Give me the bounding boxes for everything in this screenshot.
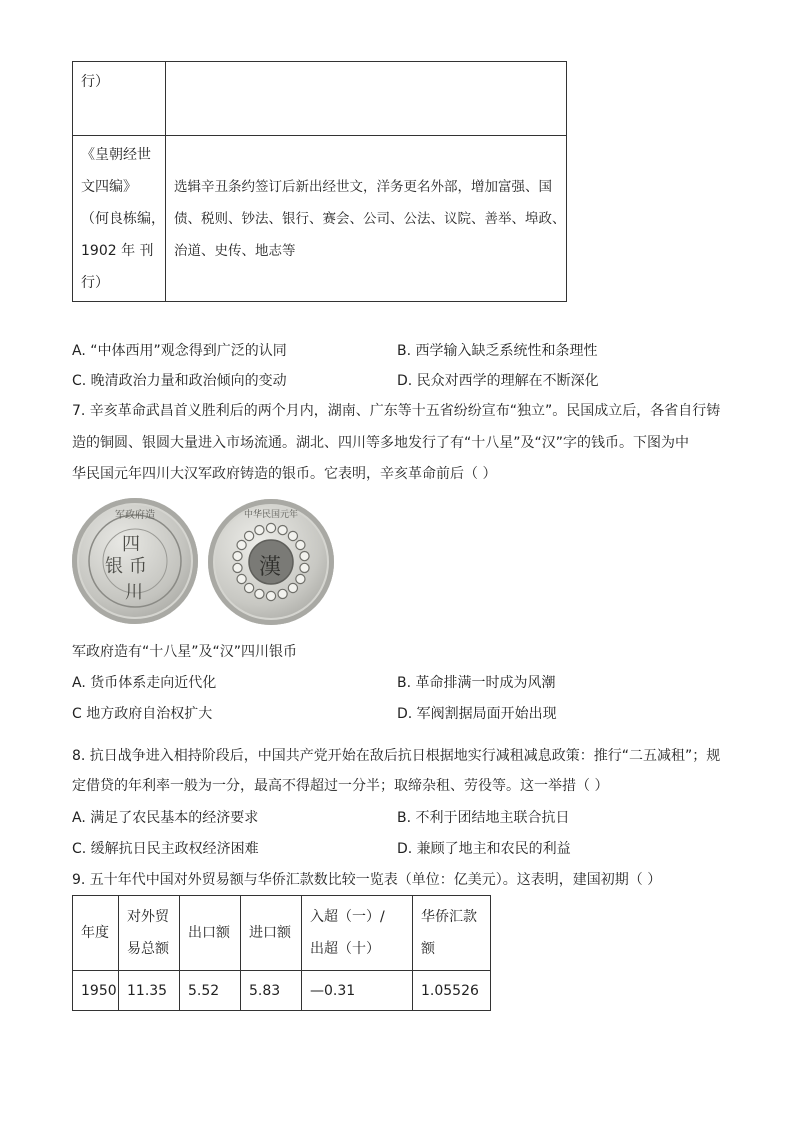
coin-star-dot xyxy=(266,523,275,532)
table-cell: 行） xyxy=(73,62,166,136)
coin-star-dot xyxy=(296,574,305,583)
table-cell: 1950 xyxy=(73,971,119,1011)
table-header-cell: 年度 xyxy=(73,896,119,971)
q8-stem-line: 定借贷的年利率一般为一分，最高不得超过一分半；取缔杂租、劳役等。这一举措（ ） xyxy=(72,778,609,794)
coin-left-bottom-char: 川 xyxy=(125,582,143,603)
q7-option-b: B. 革命排满一时成为风潮 xyxy=(397,675,556,691)
q6-option-d: D. 民众对西学的理解在不断深化 xyxy=(397,373,599,389)
coin-star-dot xyxy=(266,591,275,600)
coin-star-dot xyxy=(237,574,246,583)
coin-star-dot xyxy=(255,526,264,535)
coin-star-dot xyxy=(300,552,309,561)
coin-star-dot xyxy=(296,540,305,549)
q8-option-b: B. 不利于团结地主联合抗日 xyxy=(397,810,570,826)
q7-stem-line: 7. 辛亥革命武昌首义胜利后的两个月内，湖南、广东等十五省纷纷宣布“独立”。民国成立后，各省自行铸 xyxy=(72,403,721,419)
coin-star-dot xyxy=(233,552,242,561)
table-cell: 选辑辛丑条约签订后新出经世文，洋务更名外部，增加富强、国 债、税则、钞法、银行、赛会、公司、公法、议院、善举、埠政、 治道、史传、地志等 xyxy=(166,136,567,302)
table-header-cell: 出口额 xyxy=(180,896,241,971)
table-row xyxy=(73,136,567,302)
coin-star-dot xyxy=(233,563,242,572)
q7-option-a: A. 货币体系走向近代化 xyxy=(72,675,217,691)
q7-stem-line: 造的铜圆、银圆大量进入市场流通。湖北、四川等多地发行了有“十八星”及“汉”字的钱币。下图为中 xyxy=(72,435,690,451)
q6-option-a: A. “中体西用”观念得到广泛的认同 xyxy=(72,343,287,359)
table-cell: 11.35 xyxy=(119,971,180,1011)
table-cell: 5.52 xyxy=(180,971,241,1011)
table-cell: 《皇朝经世 文四编》 （何良栋编， 1902 年 刊 行） xyxy=(73,136,166,302)
q9-stem: 9. 五十年代中国对外贸易额与华侨汇款数比较一览表（单位：亿美元）。这表明，建国初期（ ） xyxy=(72,872,662,888)
coin-right-center-char: 漢 xyxy=(259,555,282,580)
coin-image-left xyxy=(72,498,198,624)
q7-stem-line: 华民国元年四川大汉军政府铸造的银币。它表明，辛亥革命前后（ ） xyxy=(72,466,497,482)
coin-star-dot xyxy=(245,583,254,592)
coin-star-dot xyxy=(288,583,297,592)
q8-option-c: C. 缓解抗日民主政权经济困难 xyxy=(72,841,259,857)
table-row xyxy=(73,971,491,1011)
coin-star-dot xyxy=(278,589,287,598)
table-cell: 5.83 xyxy=(241,971,302,1011)
q8-option-a: A. 满足了农民基本的经济要求 xyxy=(72,810,259,826)
table-header-cell: 华侨汇款 额 xyxy=(413,896,491,971)
table-header-cell: 进口额 xyxy=(241,896,302,971)
q8-stem-line: 8. 抗日战争进入相持阶段后，中国共产党开始在敌后抗日根据地实行减租减息政策：推行“二五减租”；规 xyxy=(72,748,721,764)
table-cell: 1.05526 xyxy=(413,971,491,1011)
coin-star-dot xyxy=(255,589,264,598)
coin-left-side-char: 四 xyxy=(122,534,140,555)
reference-table xyxy=(72,61,567,302)
coin-star-dot xyxy=(300,563,309,572)
coin-left-center-text: 银币 xyxy=(105,556,153,577)
trade-table xyxy=(72,895,491,1011)
table-header-cell: 入超（一）/ 出超（十） xyxy=(302,896,413,971)
coin-image-right xyxy=(208,499,334,625)
coin-star-dot xyxy=(237,540,246,549)
coin-star-dot xyxy=(245,531,254,540)
q7-option-d: D. 军阀割据局面开始出现 xyxy=(397,706,557,722)
q6-option-c: C. 晚清政治力量和政治倾向的变动 xyxy=(72,373,287,389)
coin-star-dot xyxy=(288,531,297,540)
table-header-row xyxy=(73,896,491,971)
coin-caption: 军政府造有“十八星”及“汉”四川银币 xyxy=(72,644,298,660)
table-cell xyxy=(166,62,567,136)
table-row xyxy=(73,62,567,136)
table-cell: —0.31 xyxy=(302,971,413,1011)
coin-star-dot xyxy=(278,526,287,535)
coin-right-top-text: 中华民国元年 xyxy=(243,510,298,520)
table-header-cell: 对外贸 易总额 xyxy=(119,896,180,971)
q8-option-d: D. 兼顾了地主和农民的利益 xyxy=(397,841,571,857)
coin-left-top-text: 军政府造 xyxy=(115,510,155,521)
q6-option-b: B. 西学输入缺乏系统性和条理性 xyxy=(397,343,598,359)
q7-option-c: C 地方政府自治权扩大 xyxy=(72,706,213,722)
